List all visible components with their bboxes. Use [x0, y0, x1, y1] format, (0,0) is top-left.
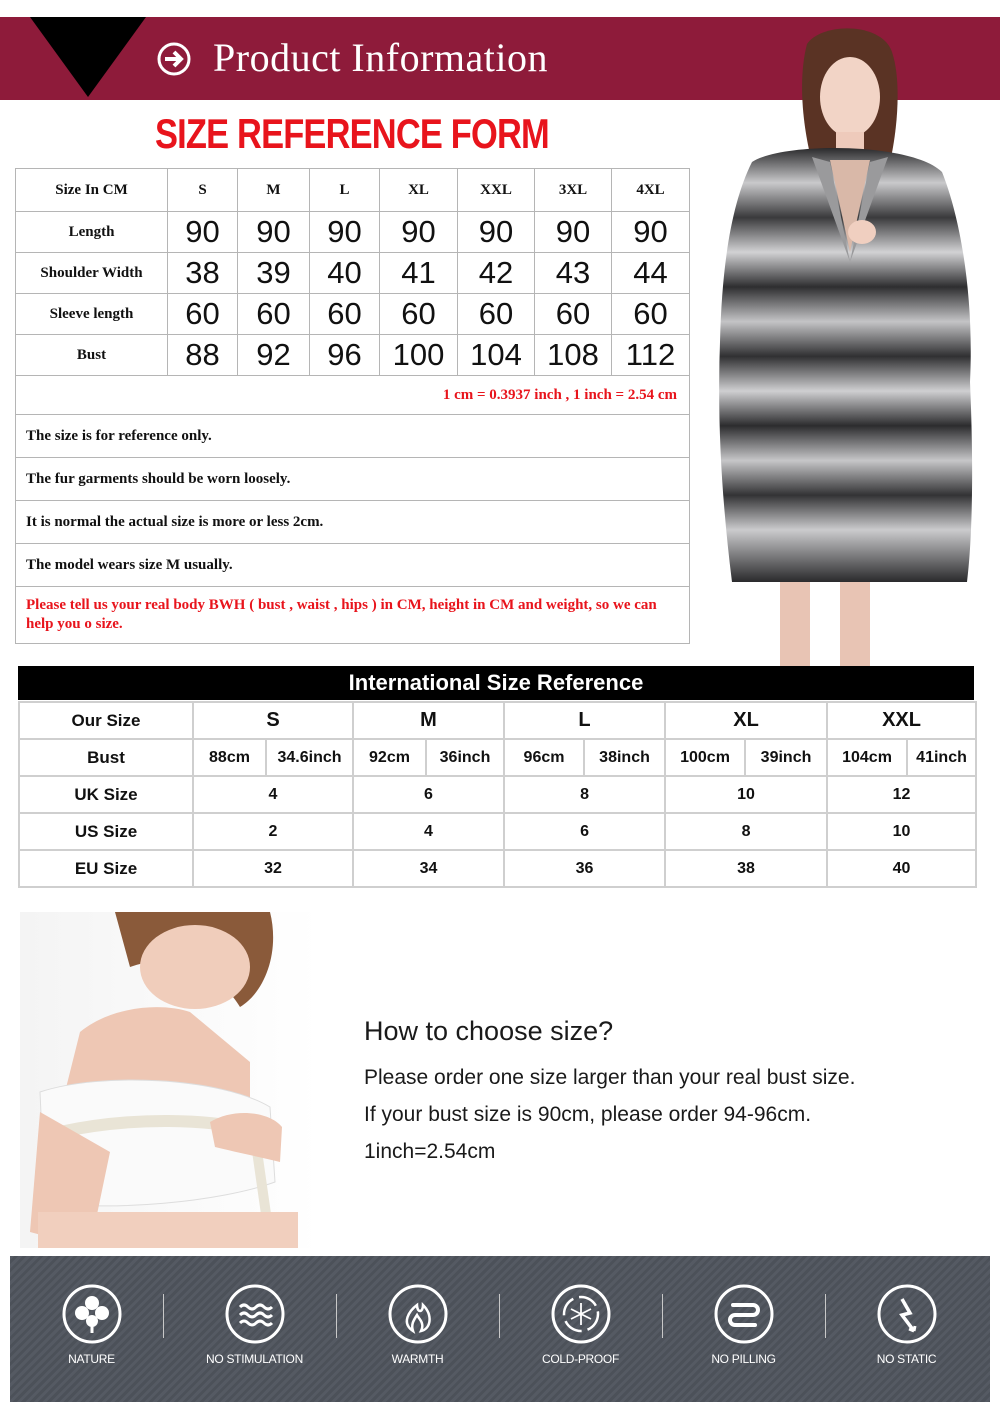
row-label: EU Size	[19, 850, 193, 887]
table-cell: 104	[458, 335, 535, 376]
table-cell: 108	[535, 335, 612, 376]
feature-label: NO PILLING	[711, 1352, 776, 1366]
features-bar	[10, 1256, 990, 1402]
table-cell: 96cm	[504, 739, 584, 776]
bust-measuring-photo	[20, 912, 320, 1248]
feature-label: NO STIMULATION	[206, 1352, 303, 1366]
table-cell: 88cm	[193, 739, 266, 776]
clover-icon	[61, 1283, 123, 1345]
table-header-cell: S	[168, 169, 238, 212]
table-cell: 92cm	[353, 739, 426, 776]
table-cell: 90	[535, 212, 612, 253]
conversion-row	[16, 376, 690, 415]
page-title: Product Information	[213, 35, 548, 80]
table-cell: 60	[458, 294, 535, 335]
table-cell: 44	[612, 253, 690, 294]
waves-icon	[224, 1283, 286, 1345]
table-cell: 6	[353, 776, 504, 813]
feature-nature	[10, 1256, 173, 1402]
feature-divider	[163, 1294, 164, 1338]
conversion-note: 1 cm = 0.3937 inch , 1 inch = 2.54 cm	[16, 376, 690, 415]
coil-icon	[713, 1283, 775, 1345]
note-row	[16, 415, 690, 458]
table-cell: 60	[168, 294, 238, 335]
table-row	[19, 813, 976, 850]
feature-no-pilling	[662, 1256, 825, 1402]
table-cell: 39inch	[745, 739, 827, 776]
table-cell: 4	[193, 776, 353, 813]
table-row	[19, 739, 976, 776]
row-label: Length	[16, 212, 168, 253]
international-size-title: International Size Reference	[18, 666, 974, 700]
lightning-icon	[876, 1283, 938, 1345]
table-cell: 38	[168, 253, 238, 294]
table-row	[16, 335, 690, 376]
table-cell: 90	[380, 212, 458, 253]
table-cell: 36inch	[426, 739, 504, 776]
feature-label: NO STATIC	[876, 1352, 937, 1366]
table-row	[19, 776, 976, 813]
feature-no-static	[825, 1256, 988, 1402]
note-text: The fur garments should be worn loosely.	[16, 458, 690, 501]
table-cell: 96	[310, 335, 380, 376]
feature-no-stimulation	[173, 1256, 336, 1402]
table-header-row	[16, 169, 690, 212]
banner-notch-decoration	[30, 17, 146, 97]
table-cell: 34	[353, 850, 504, 887]
how-to-line: Please order one size larger than your real bust size.	[364, 1066, 856, 1089]
row-label: Our Size	[19, 702, 193, 739]
table-cell: 90	[168, 212, 238, 253]
table-header-cell: 3XL	[535, 169, 612, 212]
size-header-cell: XL	[665, 702, 827, 739]
note-row	[16, 501, 690, 544]
table-header-row	[19, 702, 976, 739]
table-cell: 41	[380, 253, 458, 294]
feature-label: WARMTH	[391, 1352, 444, 1366]
size-header-cell: L	[504, 702, 665, 739]
how-to-line: If your bust size is 90cm, please order 94-96cm.	[364, 1103, 812, 1126]
feature-label: NATURE	[68, 1352, 115, 1366]
table-cell: 40	[310, 253, 380, 294]
table-cell: 8	[504, 776, 665, 813]
row-label: Bust	[19, 739, 193, 776]
international-size-table	[18, 701, 977, 888]
table-cell: 10	[665, 776, 827, 813]
row-label: Bust	[16, 335, 168, 376]
table-header-cell: 4XL	[612, 169, 690, 212]
table-cell: 32	[193, 850, 353, 887]
how-to-line: 1inch=2.54cm	[364, 1140, 496, 1163]
how-to-choose-title: How to choose size?	[364, 1016, 614, 1046]
table-cell: 43	[535, 253, 612, 294]
table-cell: 60	[238, 294, 310, 335]
table-cell: 88	[168, 335, 238, 376]
size-header-cell: M	[353, 702, 504, 739]
table-cell: 90	[310, 212, 380, 253]
table-cell: 60	[535, 294, 612, 335]
table-row	[16, 212, 690, 253]
feature-warmth	[336, 1256, 499, 1402]
table-row	[19, 850, 976, 887]
table-header-cell: L	[310, 169, 380, 212]
note-text: It is normal the actual size is more or less 2cm.	[16, 501, 690, 544]
table-cell: 10	[827, 813, 976, 850]
table-header-cell: XXL	[458, 169, 535, 212]
table-cell: 40	[827, 850, 976, 887]
table-cell: 39	[238, 253, 310, 294]
table-cell: 34.6inch	[266, 739, 353, 776]
note-text: The model wears size M usually.	[16, 544, 690, 587]
note-row	[16, 544, 690, 587]
row-label: US Size	[19, 813, 193, 850]
table-cell: 100cm	[665, 739, 745, 776]
model-fur-coat-photo	[712, 22, 974, 666]
table-cell: 41inch	[907, 739, 976, 776]
row-label: UK Size	[19, 776, 193, 813]
table-cell: 36	[504, 850, 665, 887]
table-row	[16, 294, 690, 335]
table-cell: 104cm	[827, 739, 907, 776]
table-cell: 90	[458, 212, 535, 253]
table-cell: 60	[380, 294, 458, 335]
table-cell: 92	[238, 335, 310, 376]
size-header-cell: S	[193, 702, 353, 739]
size-header-cell: XXL	[827, 702, 976, 739]
note-row-red	[16, 587, 690, 644]
table-cell: 112	[612, 335, 690, 376]
table-cell: 2	[193, 813, 353, 850]
table-cell: 42	[458, 253, 535, 294]
measurement-request-note: Please tell us your real body BWH ( bust , waist , hips ) in CM, height in CM and weight, so we can help you o size.	[16, 587, 690, 644]
table-header-cell: M	[238, 169, 310, 212]
table-cell: 4	[353, 813, 504, 850]
table-cell: 38inch	[584, 739, 665, 776]
table-header-cell: Size In CM	[16, 169, 168, 212]
table-cell: 6	[504, 813, 665, 850]
table-header-cell: XL	[380, 169, 458, 212]
snowflake-ring-icon	[550, 1283, 612, 1345]
arrow-right-circle-icon	[157, 42, 191, 76]
size-reference-table	[15, 168, 690, 644]
table-cell: 100	[380, 335, 458, 376]
row-label: Shoulder Width	[16, 253, 168, 294]
flame-icon	[387, 1283, 449, 1345]
table-cell: 38	[665, 850, 827, 887]
size-reference-title: SIZE REFERENCE FORM	[155, 110, 549, 157]
table-cell: 8	[665, 813, 827, 850]
table-cell: 60	[612, 294, 690, 335]
feature-cold-proof	[499, 1256, 662, 1402]
row-label: Sleeve length	[16, 294, 168, 335]
feature-label: COLD-PROOF	[541, 1352, 619, 1366]
table-row	[16, 253, 690, 294]
table-cell: 12	[827, 776, 976, 813]
table-cell: 60	[310, 294, 380, 335]
note-row	[16, 458, 690, 501]
table-cell: 90	[612, 212, 690, 253]
table-cell: 90	[238, 212, 310, 253]
note-text: The size is for reference only.	[16, 415, 690, 458]
